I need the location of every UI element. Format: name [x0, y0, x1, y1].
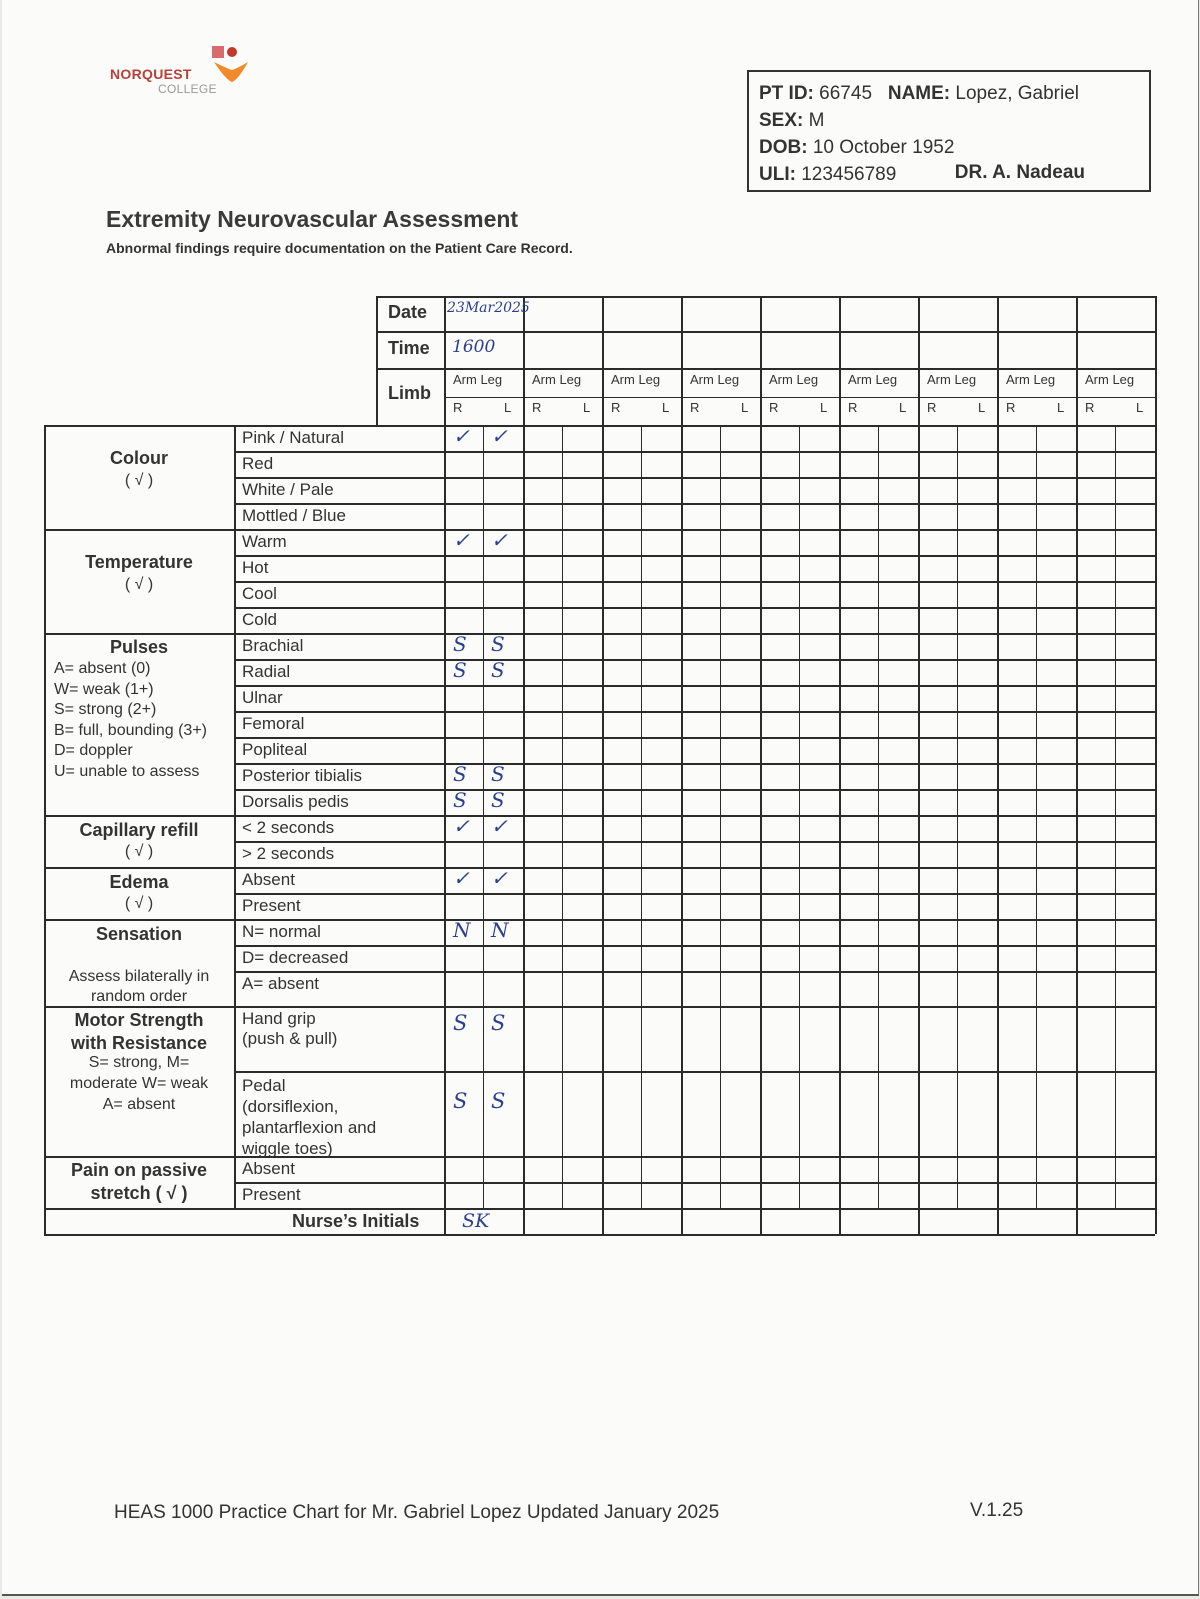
entry-edema_absent-left: ✓: [491, 866, 508, 890]
date-label: Date: [388, 302, 428, 322]
row-line: [234, 711, 1155, 713]
row-label-hot: Hot: [242, 558, 269, 577]
row-line: [234, 789, 1155, 791]
category-line: [44, 919, 234, 921]
nurses-initials-label: Nurse’s Initials: [292, 1211, 420, 1231]
row-line: [234, 685, 1155, 687]
entry-pink-right: ✓: [453, 424, 470, 448]
row-label-pedal4: wiggle toes): [242, 1139, 333, 1158]
sensation-note: Assess bilaterally in: [68, 968, 210, 985]
header-col-line: [602, 296, 604, 425]
pt-id-label: PT ID:: [759, 83, 814, 104]
edema-title: Edema: [109, 872, 169, 892]
form-subtitle: Abnormal findings require documentation on the Patient Care Record.: [106, 240, 573, 256]
row-line: [234, 477, 1155, 479]
row-line: [234, 1182, 1155, 1184]
capillary-title: Capillary refill: [79, 820, 199, 840]
entry-lt2-left: ✓: [491, 814, 508, 838]
dob-label: DOB:: [759, 137, 808, 158]
right-label: R: [848, 400, 858, 415]
pulses-legend-item: S= strong (2+): [54, 701, 157, 718]
edema-sub: ( √ ): [124, 895, 154, 912]
motor-title-2: with Resistance: [70, 1033, 208, 1053]
arm-leg-label: Arm Leg: [1006, 372, 1056, 387]
row-line: [234, 425, 1155, 427]
data-col-line: [918, 425, 920, 1234]
row-line: [234, 1071, 1155, 1073]
data-col-line: [760, 425, 762, 1234]
right-label: R: [611, 400, 621, 415]
time-label: Time: [388, 338, 430, 358]
left-label: L: [899, 400, 907, 415]
data-col-line: [444, 425, 446, 1234]
left-label: L: [1136, 400, 1144, 415]
row-line: [234, 841, 1155, 843]
row-label-warm: Warm: [242, 532, 287, 551]
motor-legend-item: S= strong, M=: [88, 1054, 190, 1071]
entry-brachial-left: S: [491, 632, 505, 656]
assessment-form-page: [2, 0, 1199, 1594]
category-line: [44, 1208, 234, 1210]
entry-handgrip-right: S: [453, 1011, 468, 1035]
sex-value: M: [808, 110, 825, 131]
row-label-red: Red: [242, 454, 274, 473]
header-col-line: [997, 296, 999, 425]
entry-radial-left: S: [491, 658, 505, 682]
footer-text: HEAS 1000 Practice Chart for Mr. Gabriel Lopez Updated January 2025: [114, 1502, 720, 1523]
entry-warm-left: ✓: [491, 528, 508, 552]
row-label-pain_absent: Absent: [242, 1159, 295, 1178]
right-label: R: [1006, 400, 1016, 415]
category-line: [44, 425, 234, 427]
row-label-pain_present: Present: [242, 1185, 301, 1204]
uli-label: ULI:: [759, 164, 796, 185]
header-row-line: [376, 296, 1155, 298]
category-line: [44, 633, 234, 635]
norquest-logo-mark: [208, 44, 252, 84]
row-label-pink: Pink / Natural: [242, 428, 345, 447]
header-left-border: [376, 296, 378, 425]
entry-nurse-initials: SK: [462, 1210, 490, 1232]
right-label: R: [927, 400, 937, 415]
data-col-line: [839, 425, 841, 1234]
row-line: [234, 1208, 1155, 1210]
entry-edema_absent-right: ✓: [453, 866, 470, 890]
row-label-ulnar: Ulnar: [242, 688, 283, 707]
right-label: R: [690, 400, 700, 415]
row-label-cold: Cold: [242, 610, 277, 629]
colour-sub: ( √ ): [124, 472, 154, 489]
data-col-line: [1155, 425, 1157, 1234]
row-label-radial: Radial: [242, 662, 291, 681]
data-subcol-line: [1115, 425, 1116, 1208]
sensation-title: Sensation: [95, 924, 183, 944]
motor-legend-item: A= absent: [102, 1096, 176, 1113]
header-col-line: [444, 296, 446, 425]
row-label-normal: N= normal: [242, 922, 321, 941]
category-line: [44, 867, 234, 869]
entry-pink-left: ✓: [491, 424, 508, 448]
header-col-line: [681, 296, 683, 425]
row-line: [234, 737, 1155, 739]
row-label-decreased: D= decreased: [242, 948, 349, 967]
temperature-title: Temperature: [85, 552, 193, 572]
patient-name: Lopez, Gabriel: [955, 83, 1079, 104]
form-title: Extremity Neurovascular Assessment: [106, 206, 519, 232]
entry-pedal-left: S: [491, 1089, 506, 1113]
arm-leg-label: Arm Leg: [690, 372, 740, 387]
entry-dorsalis-right: S: [453, 788, 467, 812]
pain-title-2: stretch ( √ ): [90, 1183, 188, 1203]
arm-leg-label: Arm Leg: [453, 372, 503, 387]
temperature-sub: ( √ ): [124, 576, 154, 593]
pulses-legend-item: W= weak (1+): [54, 680, 154, 698]
header-col-line: [1076, 296, 1078, 425]
header-row-line: [376, 331, 1155, 333]
data-subcol-line: [562, 425, 563, 1208]
entry-date: 23Mar2025: [447, 300, 530, 316]
data-col-line: [523, 425, 525, 1234]
row-line: [234, 633, 1155, 635]
row-label-edema_present: Present: [242, 896, 301, 915]
entry-time: 1600: [452, 337, 496, 357]
row-label-posterior: Posterior tibialis: [242, 766, 362, 785]
pulses-legend-item: U= unable to assess: [54, 762, 200, 780]
data-col-line: [602, 425, 604, 1234]
arm-leg-label: Arm Leg: [532, 372, 582, 387]
header-col-line: [1155, 296, 1157, 425]
row-line: [234, 1006, 1155, 1008]
row-label-edema_absent: Absent: [242, 870, 295, 889]
header-row-line: [376, 368, 1155, 370]
entry-dorsalis-left: S: [491, 788, 505, 812]
left-label: L: [662, 400, 670, 415]
row-line: [234, 815, 1155, 817]
left-label: L: [583, 400, 591, 415]
arm-leg-label: Arm Leg: [927, 372, 977, 387]
row-line: [234, 867, 1155, 869]
row-label-brachial: Brachial: [242, 636, 304, 655]
arm-leg-label: Arm Leg: [769, 372, 819, 387]
data-subcol-line: [799, 425, 800, 1208]
colour-title: Colour: [110, 448, 168, 468]
entry-posterior-right: S: [453, 762, 467, 786]
row-label-absent_s: A= absent: [242, 974, 320, 993]
row-line: [234, 971, 1155, 973]
entry-posterior-left: S: [491, 762, 505, 786]
limb-subline: [444, 397, 1155, 398]
left-label: L: [741, 400, 749, 415]
data-subcol-line: [1036, 425, 1037, 1208]
entry-brachial-right: S: [453, 632, 467, 656]
limb-label: Limb: [388, 383, 431, 403]
row-label-cool: Cool: [242, 584, 277, 603]
row-line: [234, 607, 1155, 609]
row-label-dorsalis: Dorsalis pedis: [242, 792, 349, 811]
header-col-line: [918, 296, 920, 425]
category-line: [44, 815, 234, 817]
pulses-legend-item: B= full, bounding (3+): [54, 721, 207, 739]
data-col-line: [997, 425, 999, 1234]
row-label-gt2: > 2 seconds: [242, 844, 335, 863]
row-label-pedal1: Pedal: [242, 1076, 286, 1095]
dob-value: 10 October 1952: [812, 137, 955, 158]
sex-label: SEX:: [759, 110, 804, 131]
entry-normal-right: N: [453, 918, 471, 942]
name-label: NAME:: [887, 83, 951, 104]
entry-radial-right: S: [453, 658, 467, 682]
uli-value: 123456789: [801, 164, 897, 185]
pain-title: Pain on passive: [70, 1160, 208, 1180]
entry-normal-left: N: [491, 918, 509, 942]
right-label: R: [532, 400, 542, 415]
table-bottom-line: [44, 1234, 1155, 1236]
data-subcol-line: [878, 425, 879, 1208]
row-label-pedal3: plantarflexion and: [242, 1118, 377, 1137]
row-line: [234, 581, 1155, 583]
row-label-white: White / Pale: [242, 480, 334, 499]
arm-leg-label: Arm Leg: [848, 372, 898, 387]
row-label-popliteal: Popliteal: [242, 740, 308, 759]
entry-pedal-right: S: [453, 1089, 468, 1113]
norquest-logo: [110, 44, 250, 100]
row-line: [234, 659, 1155, 661]
arm-leg-label: Arm Leg: [611, 372, 661, 387]
row-line: [234, 919, 1155, 921]
row-label-femoral: Femoral: [242, 714, 305, 733]
version-label: V.1.25: [970, 1500, 1024, 1521]
right-label: R: [453, 400, 463, 415]
logo-text: NORQUEST: [110, 66, 192, 82]
row-line: [234, 893, 1155, 895]
data-subcol-line: [957, 425, 958, 1208]
left-label: L: [820, 400, 828, 415]
pulses-legend-item: A= absent (0): [54, 660, 151, 677]
right-label: R: [1085, 400, 1095, 415]
left-label: L: [1057, 400, 1065, 415]
pulses-legend-item: D= doppler: [54, 742, 133, 759]
category-line: [44, 1156, 234, 1158]
patient-info-box: [747, 70, 1151, 192]
row-line: [234, 763, 1155, 765]
entry-handgrip-left: S: [491, 1011, 506, 1035]
row-label-mottled: Mottled / Blue: [242, 506, 346, 525]
row-line: [234, 1156, 1155, 1158]
row-line: [234, 945, 1155, 947]
arm-leg-label: Arm Leg: [1085, 372, 1135, 387]
doctor-name: DR. A. Nadeau: [954, 162, 1085, 183]
motor-title: Motor Strength: [74, 1010, 204, 1030]
left-label: L: [978, 400, 986, 415]
data-col-line: [681, 425, 683, 1234]
logo-subtext: COLLEGE: [158, 82, 217, 96]
entry-lt2-right: ✓: [453, 814, 470, 838]
data-subcol-line: [483, 425, 484, 1208]
capillary-sub: ( √ ): [124, 843, 154, 860]
data-subcol-line: [720, 425, 721, 1208]
row-label-pedal2: (dorsiflexion,: [242, 1097, 339, 1116]
label-col-border: [234, 425, 236, 1208]
row-label-handgrip: Hand grip: [242, 1009, 316, 1028]
entry-warm-right: ✓: [453, 528, 470, 552]
pulses-title: Pulses: [109, 637, 169, 657]
category-line: [44, 1006, 234, 1008]
row-label-handgrip-sub: (push & pull): [242, 1029, 338, 1048]
left-label: L: [504, 400, 512, 415]
right-label: R: [769, 400, 779, 415]
row-line: [234, 529, 1155, 531]
row-line: [234, 451, 1155, 453]
sensation-note-2: random order: [90, 988, 188, 1005]
header-col-line: [760, 296, 762, 425]
row-line: [234, 555, 1155, 557]
row-line: [234, 503, 1155, 505]
row-label-lt2: < 2 seconds: [242, 818, 335, 837]
data-col-line: [1076, 425, 1078, 1234]
data-subcol-line: [641, 425, 642, 1208]
motor-legend-item: moderate W= weak: [69, 1075, 209, 1092]
pt-id-value: 66745: [819, 83, 873, 104]
header-col-line: [839, 296, 841, 425]
category-line: [44, 529, 234, 531]
